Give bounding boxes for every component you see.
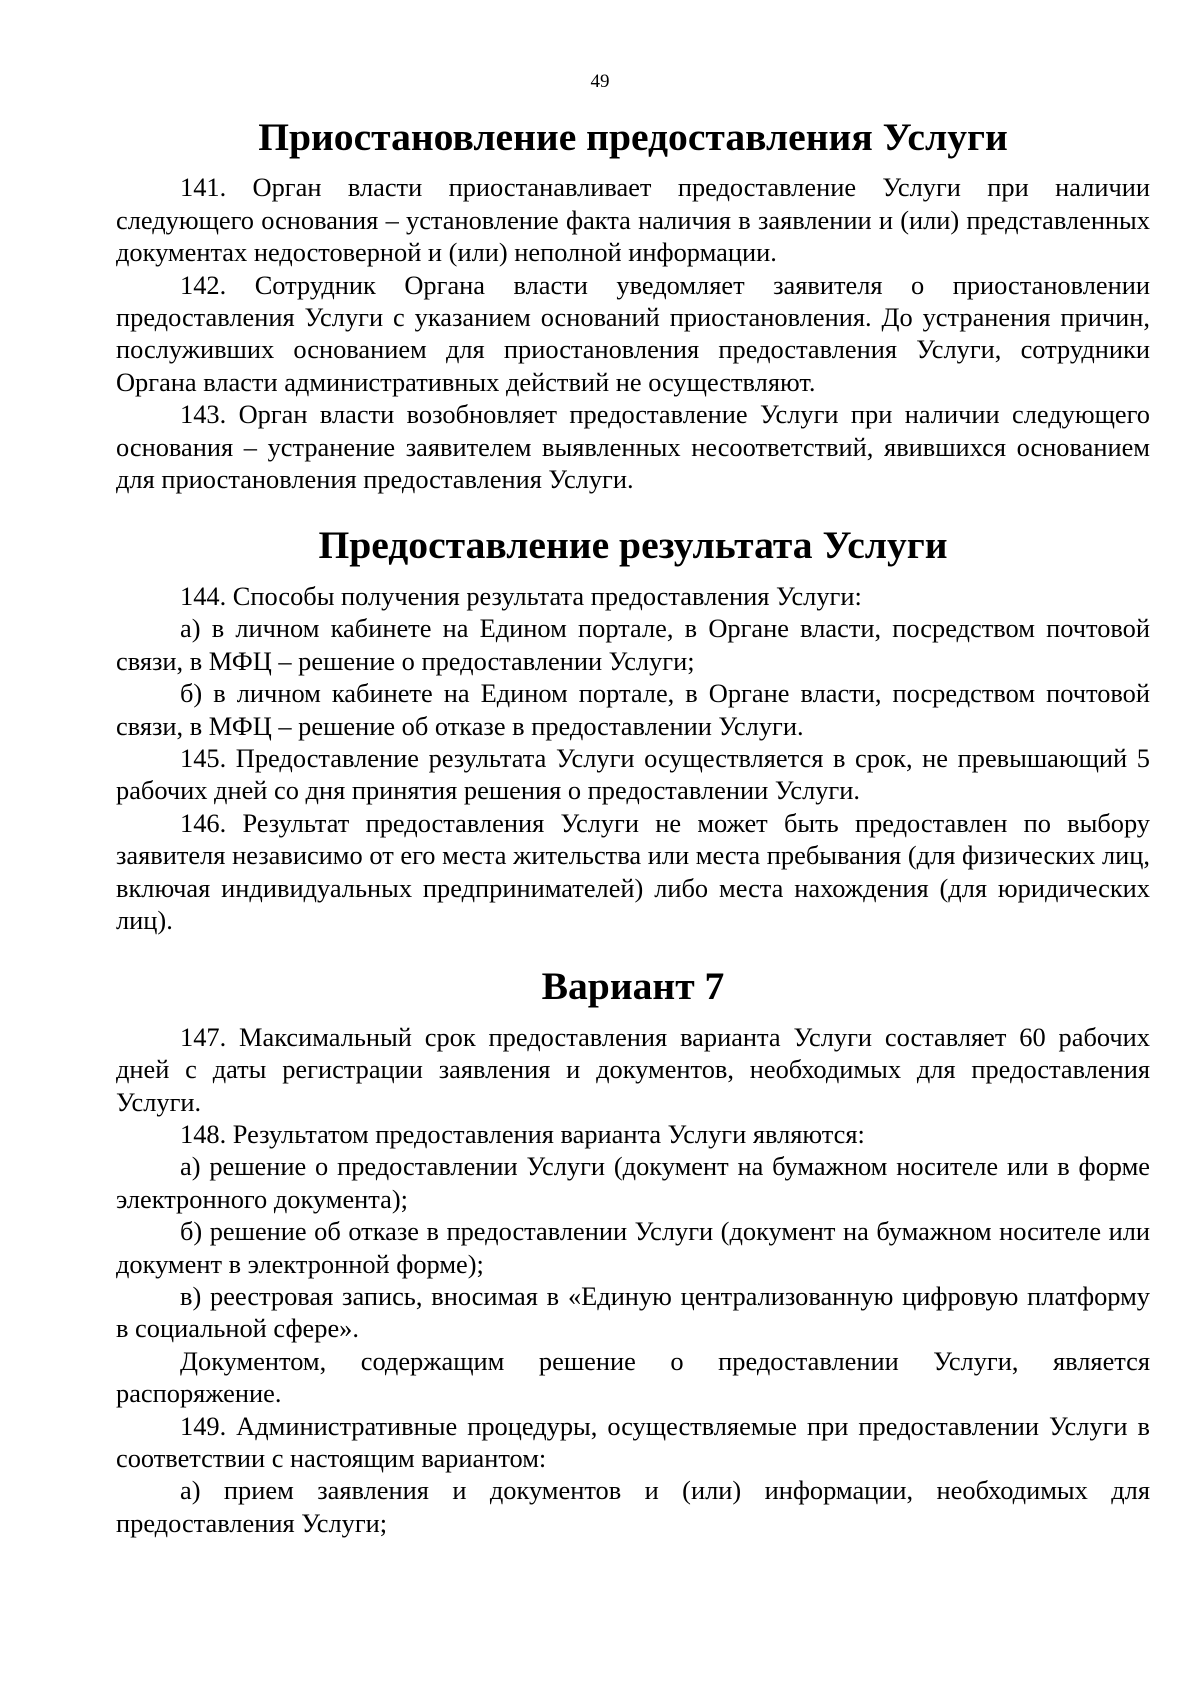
section-heading: Приостановление предоставления Услуги — [258, 115, 1008, 159]
paragraph-144: 144. Способы получения результата предоставления Услуги: — [180, 580, 862, 611]
paragraph-148-v: в) реестровая запись, вносимая в «Единую централизованную цифровую платформу в социальной сфере». — [116, 1281, 1150, 1344]
paragraph-148-b: б) решение об отказе в предоставлении Услуги (документ на бумажном носителе или документ в электронной форме); — [116, 1216, 1150, 1279]
paragraph-146: 146. Результат предоставления Услуги не может быть предоставлен по выбору заявителя независимо от его места жительства или места пребывания (для физических лиц, включая индивидуальных предпринимателей) либо места нахождения (для юридических лиц). — [116, 807, 1150, 935]
paragraph-144-a: а) в личном кабинете на Едином портале, в Органе власти, посредством почтовой связи, в МФЦ – решение о предоставлении Услуги; — [116, 613, 1150, 676]
paragraph-149-a: а) прием заявления и документов и (или) информации, необходимых для предоставления Услуги; — [116, 1475, 1150, 1538]
paragraph-142: 142. Сотрудник Органа власти уведомляет заявителя о приостановлении предоставления Услуги с указанием оснований приостановления. До устранения причин, послуживших основанием для приостановления предоставления Услуги, сотрудники Органа власти административных действий не осуществляют. — [116, 269, 1150, 397]
document-body — [116, 115, 1150, 1539]
paragraph-order-document: Документом, содержащим решение о предоставлении Услуги, является распоряжение. — [116, 1345, 1150, 1409]
section-variant-7 — [116, 964, 1150, 1539]
page-number: 49 — [590, 71, 610, 92]
paragraph-149: 149. Административные процедуры, осуществляемые при предоставлении Услуги в соответствии с настоящим вариантом: — [116, 1410, 1150, 1474]
section-heading: Предоставление результата Услуги — [318, 523, 948, 568]
paragraph-148-a: а) решение о предоставлении Услуги (документ на бумажном носителе или в форме электронного документа); — [116, 1151, 1150, 1214]
paragraph-147: 147. Максимальный срок предоставления варианта Услуги составляет 60 рабочих дней с даты регистрации заявления и документов, необходимых для предоставления Услуги. — [116, 1021, 1150, 1117]
paragraph-144-b: б) в личном кабинете на Едином портале, в Органе власти, посредством почтовой связи, в МФЦ – решение об отказе в предоставлении Услуги. — [116, 678, 1150, 741]
paragraph-141: 141. Орган власти приостанавливает предоставление Услуги при наличии следующего основания – установление факта наличия в заявлении и (или) представленных документах недостоверной и (или) неполной информации. — [116, 172, 1150, 268]
section-suspension — [116, 115, 1150, 495]
section-result-delivery — [116, 523, 1150, 936]
paragraph-148: 148. Результатом предоставления варианта Услуги являются: — [180, 1118, 865, 1149]
paragraph-145: 145. Предоставление результата Услуги осуществляется в срок, не превышающий 5 рабочих дней со дня принятия решения о предоставлении Услуги. — [116, 742, 1150, 806]
section-heading: Вариант 7 — [541, 964, 725, 1009]
paragraph-143: 143. Орган власти возобновляет предоставление Услуги при наличии следующего основания – устранение заявителем выявленных несоответствий, явившихся основанием для приостановления предоставления Услуги. — [116, 399, 1150, 495]
